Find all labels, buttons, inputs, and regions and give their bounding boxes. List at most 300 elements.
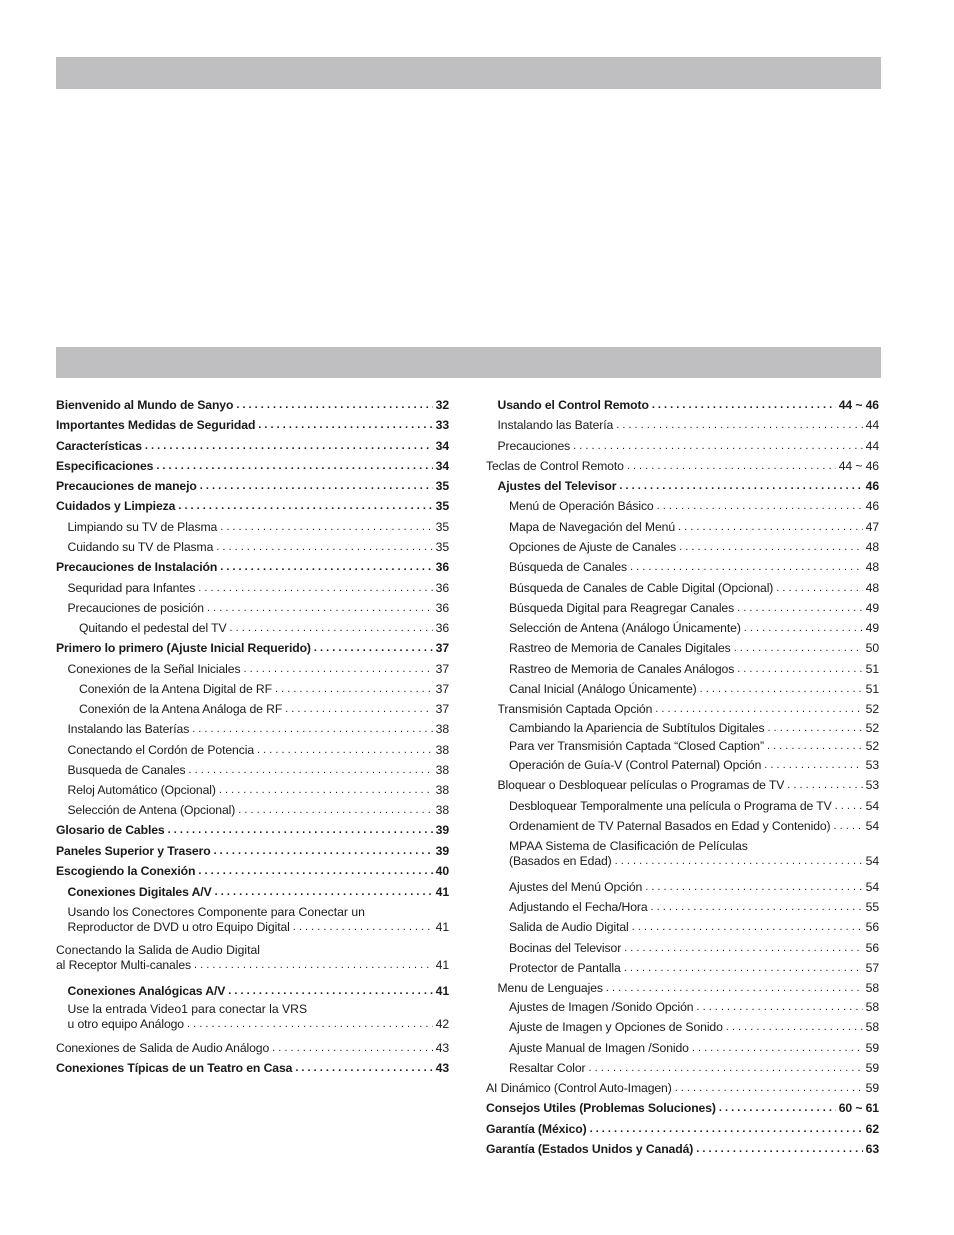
toc-page-number: 37 [435, 662, 449, 676]
toc-leader-dots [624, 961, 863, 976]
toc-entry [68, 1002, 450, 1032]
toc-page-number: 44 ~ 46 [838, 459, 879, 473]
toc-leader-dots [293, 920, 433, 935]
toc-page-number: 34 [435, 439, 449, 453]
toc-entry-title: Bienvenido al Mundo de Sanyo [56, 398, 234, 412]
toc-entry [498, 439, 880, 454]
toc-page-number: 38 [435, 803, 449, 817]
toc-entry [509, 758, 879, 773]
toc-entry [68, 783, 450, 798]
toc-entry-row [498, 981, 880, 996]
toc-leader-dots [215, 885, 433, 900]
toc-leader-dots [616, 418, 862, 433]
toc-entry-row [56, 864, 449, 879]
toc-entry-title: Selección de Antena (Opcional) [67, 803, 236, 817]
toc-entry-row [509, 1000, 879, 1015]
toc-page-number: 36 [435, 560, 449, 574]
toc-entry-row [498, 479, 880, 494]
toc-page-number: 60 ~ 61 [838, 1101, 879, 1115]
toc-entry-row [509, 819, 879, 834]
toc-page-number: 56 [865, 920, 879, 934]
toc-page-number: 51 [865, 662, 879, 676]
toc-entry-row [68, 540, 450, 555]
toc-entry-title: Limpiando su TV de Plasma [67, 520, 218, 534]
toc-entry-row [56, 398, 449, 413]
toc-entry [68, 984, 450, 999]
toc-leader-dots [590, 1122, 863, 1137]
toc-entry-row [56, 560, 449, 575]
toc-entry [56, 560, 449, 575]
toc-entry [498, 702, 880, 717]
toc-entry-row [498, 702, 880, 717]
toc-entry-row [498, 418, 880, 433]
toc-entry-title: Menú de Operación Básico [509, 499, 654, 513]
toc-entry-title: Cambiando la Apariencia de Subtítulos Digitales [509, 721, 765, 735]
toc-leader-dots [655, 702, 862, 717]
toc-entry [509, 721, 879, 736]
toc-entry-title: AI Dinámico (Control Auto-Imagen) [486, 1081, 672, 1095]
toc-leader-dots [719, 1101, 836, 1116]
toc-entry-row [56, 844, 449, 859]
toc-entry [509, 641, 879, 656]
toc-entry-row [68, 783, 450, 798]
toc-entry [509, 540, 879, 555]
toc-leader-dots [238, 803, 432, 818]
toc-entry-title-line: Usando los Conectores Componente para Conectar un [67, 905, 365, 919]
toc-entry [498, 981, 880, 996]
toc-page-number: 35 [435, 540, 449, 554]
toc-leader-dots [834, 819, 863, 834]
toc-entry [509, 601, 879, 616]
toc-entry-title: Reloj Automático (Opcional) [67, 783, 216, 797]
toc-entry [56, 943, 449, 973]
toc-entry [56, 439, 449, 454]
toc-entry [68, 743, 450, 758]
toc-page-number: 48 [865, 560, 879, 574]
toc-entry-title: Garantía (Estados Unidos y Canadá) [486, 1142, 694, 1156]
toc-entry-title: Resaltar Color [509, 1061, 586, 1075]
toc-entry-title: Opciones de Ajuste de Canales [509, 540, 677, 554]
toc-page-number: 37 [435, 682, 449, 696]
toc-page-number: 38 [435, 743, 449, 757]
toc-entry-title: (Basados en Edad) [509, 854, 612, 868]
toc-page-number: 48 [865, 581, 879, 595]
toc-entry [509, 880, 879, 895]
toc-entry [56, 641, 449, 656]
toc-leader-dots [194, 958, 433, 973]
toc-entry-row [486, 459, 879, 474]
toc-entry [486, 1081, 879, 1096]
toc-entry [509, 900, 879, 915]
toc-entry-title: Cuidando su TV de Plasma [67, 540, 214, 554]
toc-entry-title: Importantes Medidas de Seguridad [56, 418, 256, 432]
toc-page-number: 55 [865, 900, 879, 914]
toc-leader-dots [156, 459, 432, 474]
toc-page-number: 53 [865, 778, 879, 792]
toc-entry-row [56, 1041, 449, 1056]
toc-entry-title: Canal Inicial (Análogo Únicamente) [509, 682, 697, 696]
toc-entry [509, 799, 879, 814]
toc-page-number: 41 [435, 984, 449, 998]
toc-entry-row [486, 1142, 879, 1157]
toc-entry-title: Consejos Utiles (Problemas Soluciones) [486, 1101, 716, 1115]
toc-leader-dots [589, 1061, 863, 1076]
toc-entry-row [509, 721, 879, 736]
toc-entry [486, 1101, 879, 1116]
toc-entry-row [56, 958, 449, 973]
toc-entry-row [486, 1081, 879, 1096]
toc-leader-dots [606, 981, 863, 996]
toc-entry [509, 819, 879, 834]
toc-page-number: 43 [435, 1061, 449, 1075]
toc-entry-title-line: Conectando la Salida de Audio Digital [56, 943, 260, 957]
toc-leader-dots [243, 662, 432, 677]
toc-leader-dots [220, 560, 432, 575]
toc-entry [68, 763, 450, 778]
toc-entry-row [68, 763, 450, 778]
toc-page-number: 38 [435, 763, 449, 777]
toc-entry-row [498, 398, 880, 413]
toc-entry-row [509, 941, 879, 956]
toc-entry-title: Ajustes del Menú Opción [509, 880, 643, 894]
toc-page-number: 62 [865, 1122, 879, 1136]
toc-entry-title: al Receptor Multi-canales [56, 958, 192, 972]
toc-page-number: 50 [865, 641, 879, 655]
toc-leader-dots [737, 662, 862, 677]
toc-leader-dots [187, 1017, 433, 1032]
toc-leader-dots [726, 1020, 863, 1035]
toc-entry [509, 1000, 879, 1015]
toc-entry [509, 662, 879, 677]
toc-page-number: 39 [435, 844, 449, 858]
toc-page-number: 49 [865, 601, 879, 615]
toc-entry-title: Garantía (México) [486, 1122, 587, 1136]
toc-entry-title: Conexiones Típicas de un Teatro en Casa [56, 1061, 293, 1075]
toc-page-number: 38 [435, 783, 449, 797]
toc-entry [509, 1020, 879, 1035]
toc-leader-dots [314, 641, 433, 656]
toc-entry-row [509, 739, 879, 754]
toc-leader-dots [219, 783, 433, 798]
toc-entry-row [509, 621, 879, 636]
toc-leader-dots [214, 844, 433, 859]
toc-entry [498, 778, 880, 793]
toc-page-number: 52 [865, 721, 879, 735]
toc-entry-title: Paneles Superior y Trasero [56, 844, 211, 858]
toc-page-number: 40 [435, 864, 449, 878]
toc-page-number: 37 [435, 641, 449, 655]
toc-entry [486, 1142, 879, 1157]
toc-page-number: 56 [865, 941, 879, 955]
toc-entry-row [56, 499, 449, 514]
toc-entry [509, 920, 879, 935]
toc-entry-title: Conexiones Digitales A/V [67, 885, 212, 899]
toc-page-number: 58 [865, 1000, 879, 1014]
toc-entry [509, 941, 879, 956]
toc-page-number: 44 [865, 418, 879, 432]
toc-entry [509, 682, 879, 697]
toc-entry-title: Conexiones de Salida de Audio Análogo [56, 1041, 270, 1055]
toc-page-number: 36 [435, 581, 449, 595]
toc-page-number: 51 [865, 682, 879, 696]
toc-entry-row [68, 743, 450, 758]
toc-entry-row [56, 439, 449, 454]
toc-page-number: 36 [435, 601, 449, 615]
toc-entry-row [486, 1101, 879, 1116]
toc-entry [56, 479, 449, 494]
toc-entry [498, 398, 880, 413]
toc-entry-title: Conectando el Cordón de Potencia [67, 743, 255, 757]
toc-entry-row [79, 621, 449, 636]
toc-leader-dots [228, 984, 432, 999]
toc-page-number: 39 [435, 823, 449, 837]
toc-leader-dots [764, 758, 862, 773]
toc-entry-title: Ajustes del Televisor [497, 479, 617, 493]
toc-entry-row [509, 560, 879, 575]
toc-leader-dots [145, 439, 433, 454]
toc-page-number: 54 [865, 819, 879, 833]
toc-entry [509, 499, 879, 514]
toc-entry [509, 520, 879, 535]
toc-page-number: 43 [435, 1041, 449, 1055]
toc-entry-row [79, 682, 449, 697]
toc-entry-title: Reproductor de DVD u otro Equipo Digital [67, 920, 290, 934]
toc-page-number: 35 [435, 479, 449, 493]
toc-page-number: 41 [435, 920, 449, 934]
toc-page-number: 63 [865, 1142, 879, 1156]
toc-entry-row [509, 1041, 879, 1056]
toc-page-number: 44 ~ 46 [838, 398, 879, 412]
toc-entry-title: Conexión de la Antena Digital de RF [79, 682, 272, 696]
toc-entry [56, 844, 449, 859]
toc-page-number: 57 [865, 961, 879, 975]
toc-entry-row [498, 778, 880, 793]
toc-page-number: 49 [865, 621, 879, 635]
toc-entry-row [68, 662, 450, 677]
toc-entry-title: Operación de Guía-V (Control Paternal) Opción [509, 758, 762, 772]
toc-entry [68, 905, 450, 935]
toc-page-number: 38 [435, 722, 449, 736]
toc-page-number: 59 [865, 1081, 879, 1095]
toc-entry-row [56, 459, 449, 474]
toc-entry-title: Teclas de Control Remoto [486, 459, 624, 473]
toc-entry-title: Precauciones de manejo [56, 479, 197, 493]
toc-page-number: 35 [435, 499, 449, 513]
toc-leader-dots [189, 763, 433, 778]
toc-page-number: 46 [865, 479, 879, 493]
toc-entry [509, 560, 879, 575]
toc-entry [509, 839, 879, 869]
toc-entry-row [509, 1061, 879, 1076]
toc-page-number: 54 [865, 880, 879, 894]
toc-leader-dots [207, 601, 433, 616]
toc-entry-title: Precauciones [497, 439, 571, 453]
toc-entry [56, 499, 449, 514]
toc-page-number: 52 [865, 739, 879, 753]
toc-entry-title-line: Use la entrada Video1 para conectar la VRS [67, 1002, 308, 1016]
toc-entry-row [56, 418, 449, 433]
toc-entry-title: Especificaciones [56, 459, 154, 473]
toc-page-number: 53 [865, 758, 879, 772]
toc-entry-row [509, 662, 879, 677]
toc-entry [498, 418, 880, 433]
toc-entry-row [509, 758, 879, 773]
toc-entry [68, 601, 450, 616]
toc-entry-title: Mapa de Navegación del Menú [509, 520, 676, 534]
toc-entry-row [68, 601, 450, 616]
toc-page-number: 58 [865, 981, 879, 995]
toc-leader-dots [835, 799, 863, 814]
toc-entry [509, 739, 879, 754]
toc-entry-title: Usando el Control Remoto [497, 398, 649, 412]
toc-entry-title: Conexiones de la Señal Iniciales [67, 662, 241, 676]
toc-entry-title: Características [56, 439, 142, 453]
toc-entry [68, 520, 450, 535]
toc-entry-title: Menu de Lenguajes [497, 981, 603, 995]
toc-entry-row [509, 540, 879, 555]
toc-leader-dots [220, 520, 432, 535]
toc-entry [498, 479, 880, 494]
toc-leader-dots [198, 581, 432, 596]
toc-leader-dots [200, 479, 433, 494]
toc-leader-dots [615, 854, 863, 869]
toc-entry-row [509, 799, 879, 814]
toc-entry-title: Ajuste de Imagen y Opciones de Sonido [509, 1020, 723, 1034]
toc-entry-row [509, 854, 879, 869]
toc-page-number: 41 [435, 958, 449, 972]
toc-entry-title: Conexiones Analógicas A/V [67, 984, 226, 998]
toc-entry [56, 398, 449, 413]
toc-entry-title: Primero lo primero (Ajuste Inicial Requerido) [56, 641, 311, 655]
toc-entry-row [68, 1017, 450, 1032]
toc-entry-title: Búsqueda Digital para Reagregar Canales [509, 601, 735, 615]
toc-leader-dots [630, 560, 863, 575]
toc-entry-row [79, 702, 449, 717]
toc-entry [56, 1061, 449, 1076]
toc-entry-row [509, 900, 879, 915]
toc-entry-title: Cuidados y Limpieza [56, 499, 176, 513]
toc-entry-title: Bloquear o Desbloquear películas o Programas de TV [497, 778, 785, 792]
toc-entry [486, 1122, 879, 1137]
toc-leader-dots [257, 743, 433, 758]
toc-entry [509, 621, 879, 636]
toc-entry-row [68, 803, 450, 818]
toc-entry-row [509, 641, 879, 656]
toc-leader-dots [258, 418, 432, 433]
toc-entry-title: Rastreo de Memoria de Canales Análogos [509, 662, 735, 676]
toc-entry [68, 662, 450, 677]
toc-entry [79, 702, 449, 717]
toc-entry-title: Búsqueda de Canales [509, 560, 628, 574]
toc-page-number: 35 [435, 520, 449, 534]
header-band-contents [56, 347, 881, 378]
toc-leader-dots [696, 1000, 862, 1015]
toc-entry-title: Instalando las Baterías [67, 722, 190, 736]
toc-page-number: 37 [435, 702, 449, 716]
toc-page-number: 59 [865, 1061, 879, 1075]
toc-entry [68, 722, 450, 737]
toc-page-number: 54 [865, 854, 879, 868]
toc-leader-dots [198, 864, 432, 879]
toc-entry-row [509, 961, 879, 976]
toc-entry-title: Conexión de la Antena Análoga de RF [79, 702, 283, 716]
toc-leader-dots [178, 499, 432, 514]
toc-entry-row [486, 1122, 879, 1137]
toc-leader-dots [787, 778, 862, 793]
toc-entry-title: Selección de Antena (Análogo Únicamente) [509, 621, 741, 635]
toc-entry-title: Precauciones de Instalación [56, 560, 218, 574]
toc-entry-row [509, 581, 879, 596]
toc-leader-dots [285, 702, 432, 717]
toc-leader-dots [652, 398, 836, 413]
toc-leader-dots [573, 439, 862, 454]
toc-entry-row [56, 823, 449, 838]
toc-entry-row [68, 722, 450, 737]
toc-entry-title: Desbloquear Temporalmente una película o Programa de TV [509, 799, 832, 813]
toc-entry [56, 459, 449, 474]
toc-page-number: 42 [435, 1017, 449, 1031]
toc-entry-title: Quitando el pedestal del TV [79, 621, 227, 635]
toc-leader-dots [696, 1142, 862, 1157]
toc-entry-title: Para ver Transmisión Captada “Closed Caption” [509, 739, 764, 753]
toc-entry-title: Adjustando el Fecha/Hora [509, 900, 648, 914]
toc-entry-title: Salida de Audio Digital [509, 920, 629, 934]
toc-page-number: 48 [865, 540, 879, 554]
toc-leader-dots [632, 920, 863, 935]
toc-entry-title: Escogiendo la Conexión [56, 864, 196, 878]
toc-entry [56, 418, 449, 433]
toc-entry [68, 581, 450, 596]
toc-entry-row [68, 520, 450, 535]
toc-entry-row [68, 984, 450, 999]
toc-entry-row [498, 439, 880, 454]
toc-leader-dots [737, 601, 863, 616]
toc-page-number: 33 [435, 418, 449, 432]
toc-entry [486, 459, 879, 474]
toc-leader-dots [767, 721, 862, 736]
toc-page-number: 52 [865, 702, 879, 716]
toc-entry-title: Instalando las Batería [497, 418, 614, 432]
toc-entry-title: Protector de Pantalla [509, 961, 621, 975]
toc-leader-dots [734, 641, 863, 656]
toc-leader-dots [657, 499, 863, 514]
toc-entry-row [509, 499, 879, 514]
toc-page-number: 46 [865, 499, 879, 513]
toc-leader-dots [679, 540, 862, 555]
toc-entry-row [509, 682, 879, 697]
toc-page-number: 47 [865, 520, 879, 534]
toc-entry-title: Sequridad para Infantes [67, 581, 196, 595]
toc-entry-row [68, 920, 450, 935]
toc-entry-row [56, 1061, 449, 1076]
toc-entry-title: Ajustes de Imagen /Sonido Opción [509, 1000, 694, 1014]
toc-leader-dots [216, 540, 432, 555]
toc-leader-dots [692, 1041, 863, 1056]
toc-entry [56, 823, 449, 838]
toc-entry-title: Ajuste Manual de Imagen /Sonido [509, 1041, 689, 1055]
toc-entry-row [509, 880, 879, 895]
toc-page-number: 34 [435, 459, 449, 473]
toc-entry [509, 1041, 879, 1056]
toc-leader-dots [295, 1061, 432, 1076]
toc-leader-dots [624, 941, 862, 956]
toc-entry [56, 864, 449, 879]
toc-leader-dots [192, 722, 432, 737]
toc-page-number: 58 [865, 1020, 879, 1034]
toc-entry-row [56, 479, 449, 494]
toc-page-number: 54 [865, 799, 879, 813]
toc-entry-row [56, 641, 449, 656]
